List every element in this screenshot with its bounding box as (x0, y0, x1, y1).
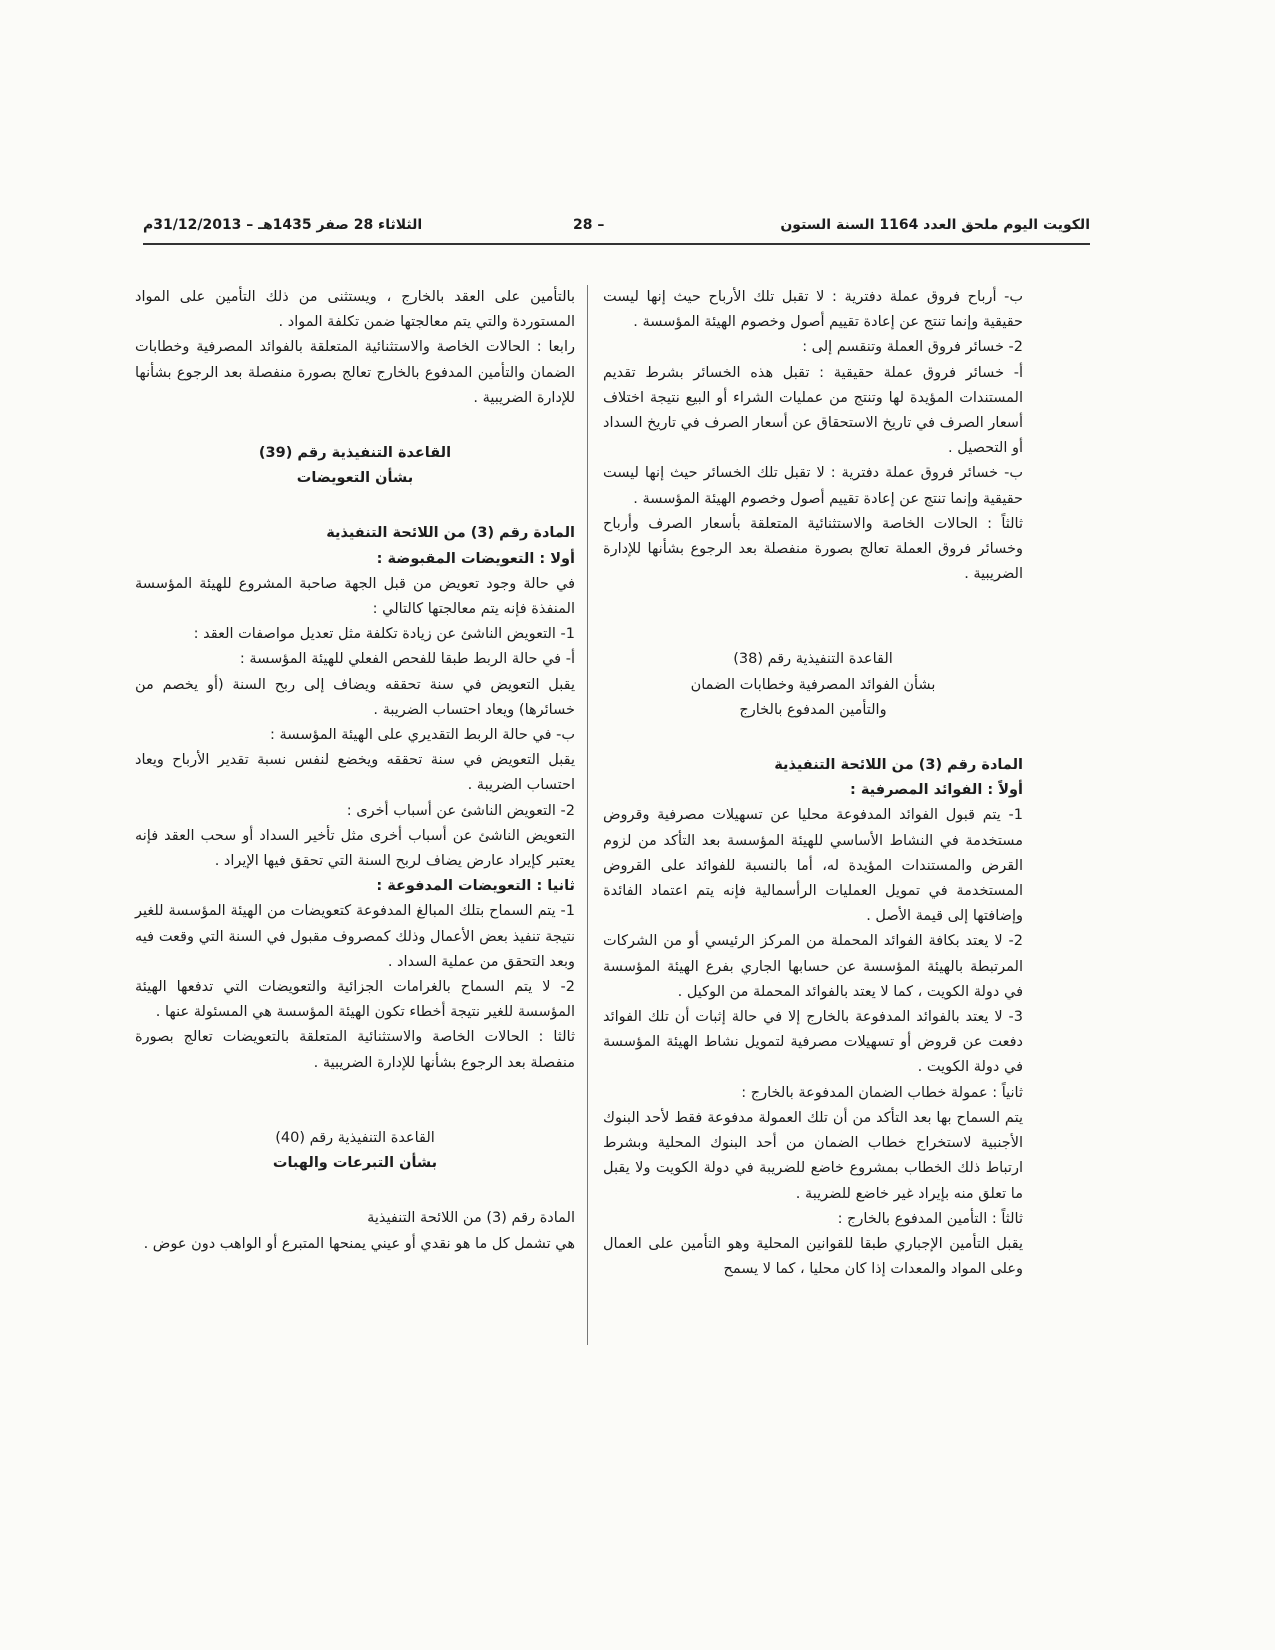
paragraph: 3- لا يعتد بالفوائد المدفوعة بالخارج إلا في حالة إثبات أن تلك الفوائد دفعت عن قروض أو تسهيلات مصرفية لتمويل نشاط الهيئة المؤسسة في دولة الكويت . (603, 1009, 1023, 1076)
rule-38-title: القاعدة التنفيذية رقم (38) (733, 651, 893, 668)
paragraph: يقبل التعويض في سنة تحققه ويضاف إلى ربح السنة (أو يخصم من خسائرها) ويعاد احتساب الضريبة . (135, 676, 575, 718)
paragraph: 1- يتم السماح بتلك المبالغ المدفوعة كتعويضات من الهيئة المؤسسة للغير نتيجة تنفيذ بعض الأعمال وذلك كمصروف مقبول في السنة التي وقعت فيه وبعد التحقق من عملية السداد . (135, 903, 575, 970)
rule-39-title: القاعدة التنفيذية رقم (39) (258, 445, 452, 462)
paragraph: يتم السماح بها بعد التأكد من أن تلك العمولة مدفوعة فقط لأحد البنوك الأجنبية لاستخراج خطاب الضمان من أحد البنوك المحلية وبشرط ارتباط ذلك الخطاب بمشروع خاضع للضريبة في دولة الكويت ولا يقبل ما تعلق منه بإيراد غير خاضع للضريبة . (603, 1109, 1023, 1202)
paragraph: 2- التعويض الناشئ عن أسباب أخرى : (346, 802, 575, 819)
rule-40-subtitle: بشأن التبرعات والهبات (272, 1155, 438, 1172)
paragraph: التعويض الناشئ عن أسباب أخرى مثل تأخير السداد أو سحب العقد فإنه يعتبر كإيراد عارض يضاف لربح السنة التي تحقق فيها الإيراد . (135, 827, 575, 870)
article-heading: المادة رقم (3) من اللائحة التنفيذية (774, 757, 1023, 774)
paragraph: يقبل التأمين الإجباري طبقا للقوانين المحلية وهو التأمين على العمال وعلى المواد والمعدات إذا كان محليا ، كما لا يسمح (603, 1235, 1023, 1278)
right-column (603, 285, 1023, 1282)
rule-39-subtitle: بشأن التعويضات (296, 470, 414, 487)
publication-title: الكويت اليوم ملحق العدد 1164 السنة الستون (780, 217, 1090, 233)
paragraph: ثالثا : الحالات الخاصة والاستثنائية المتعلقة بالتعويضات تعالج بصورة منفصلة بعد الرجوع بشأنها للإدارة الضريبية . (135, 1029, 575, 1071)
section-heading: أولاً : الفوائد المصرفية : (850, 782, 1023, 799)
paragraph: 2- خسائر فروق العملة وتنقسم إلى : (802, 339, 1023, 356)
section-heading: ثانيا : التعويضات المدفوعة : (376, 878, 575, 895)
left-column (135, 285, 575, 1257)
paragraph: بالتأمين على العقد بالخارج ، ويستثنى من ذلك التأمين على المواد المستوردة والتي يتم معالجتها ضمن تكلفة المواد . (135, 289, 575, 331)
paragraph: 1- التعويض الناشئ عن زيادة تكلفة مثل تعديل مواصفات العقد : (193, 626, 575, 643)
page-number: – 28 (573, 217, 605, 233)
paragraph: 2- لا يتم السماح بالغرامات الجزائية والتعويضات التي تدفعها الهيئة المؤسسة للغير نتيجة أخطاء تكون الهيئة المؤسسة هي المسئولة عنها . (135, 979, 575, 1021)
paragraph: ب- خسائر فروق عملة دفترية : لا تقبل تلك الخسائر حيث إنها ليست حقيقية وإنما تنتج عن إعادة تقييم أصول وخصوم الهيئة المؤسسة . (603, 465, 1023, 507)
column-divider (587, 285, 588, 1345)
issue-date: الثلاثاء 28 صفر 1435هـ – 31/12/2013م (143, 217, 423, 233)
section-heading: أولا : التعويضات المقبوضة : (376, 550, 575, 567)
paragraph: 2- لا يعتد بكافة الفوائد المحملة من المركز الرئيسي أو من الشركات المرتبطة بالهيئة المؤسسة عن حسابها الجاري بفرع الهيئة المؤسسة في دولة الكويت ، كما لا يعتد بالفوائد المحملة من الوكيل . (603, 933, 1023, 1000)
paragraph: 1- يتم قبول الفوائد المدفوعة محليا عن تسهيلات مصرفية وقروض مستخدمة في النشاط الأساسي للهيئة المؤسسة بعد التأكد من لزوم القرض والمستندات المؤيدة له، أما بالنسبة للفوائد على القروض المستخدمة في تمويل العمليات الرأسمالية فإنه يتم اعتماد الفائدة وإضافتها إلى قيمة الأصل . (603, 807, 1023, 925)
section-heading: ثانياً : عمولة خطاب الضمان المدفوعة بالخارج : (741, 1084, 1023, 1101)
paragraph: في حالة وجود تعويض من قبل الجهة صاحبة المشروع للهيئة المؤسسة المنفذة فإنه يتم معالجتها كالتالي : (135, 575, 575, 618)
paragraph: رابعا : الحالات الخاصة والاستثنائية المتعلقة بالفوائد المصرفية وخطابات الضمان والتأمين المدفوع بالخارج تعالج بصورة منفصلة بعد الرجوع بشأنها للإدارة الضريبية . (135, 339, 575, 406)
rule-40-title: القاعدة التنفيذية رقم (40) (275, 1129, 435, 1146)
paragraph: أ- في حالة الربط طبقا للفحص الفعلي للهيئة المؤسسة : (239, 651, 575, 668)
article-heading: المادة رقم (3) من اللائحة التنفيذية (326, 525, 575, 542)
paragraph: ب- في حالة الربط التقديري على الهيئة المؤسسة : (269, 727, 575, 744)
rule-38-subtitle: بشأن الفوائد المصرفية وخطابات الضمان (690, 676, 936, 693)
paragraph: هي تشمل كل ما هو نقدي أو عيني يمنحها المتبرع أو الواهب دون عوض . (143, 1235, 575, 1252)
paragraph: ب- أرباح فروق عملة دفترية : لا تقبل تلك الأرباح حيث إنها ليست حقيقية وإنما تنتج عن إعادة تقييم أصول وخصوم الهيئة المؤسسة . (603, 289, 1023, 331)
paragraph: ثالثاً : الحالات الخاصة والاستثنائية المتعلقة بأسعار الصرف وأرباح وخسائر فروق العملة تعالج بصورة منفصلة بعد الرجوع بشأنها للإدارة الضريبية . (603, 515, 1023, 583)
section-heading: ثالثاً : التأمين المدفوع بالخارج : (837, 1210, 1023, 1227)
article-heading: المادة رقم (3) من اللائحة التنفيذية (367, 1210, 575, 1227)
rule-38-subtitle: والتأمين المدفوع بالخارج (739, 701, 887, 718)
paragraph: أ- خسائر فروق عملة حقيقية : تقبل هذه الخسائر بشرط تقديم المستندات المؤيدة لها وتنتج من عمليات الشراء أو البيع نتيجة اختلاف أسعار الصرف في تاريخ الاستحقاق عن أسعار الصرف في تاريخ السداد أو التحصيل . (603, 364, 1023, 457)
paragraph: يقبل التعويض في سنة تحققه ويخضع لنفس نسبة تقدير الأرباح ويعاد احتساب الضريبة . (135, 752, 575, 794)
page-header (143, 213, 1090, 245)
